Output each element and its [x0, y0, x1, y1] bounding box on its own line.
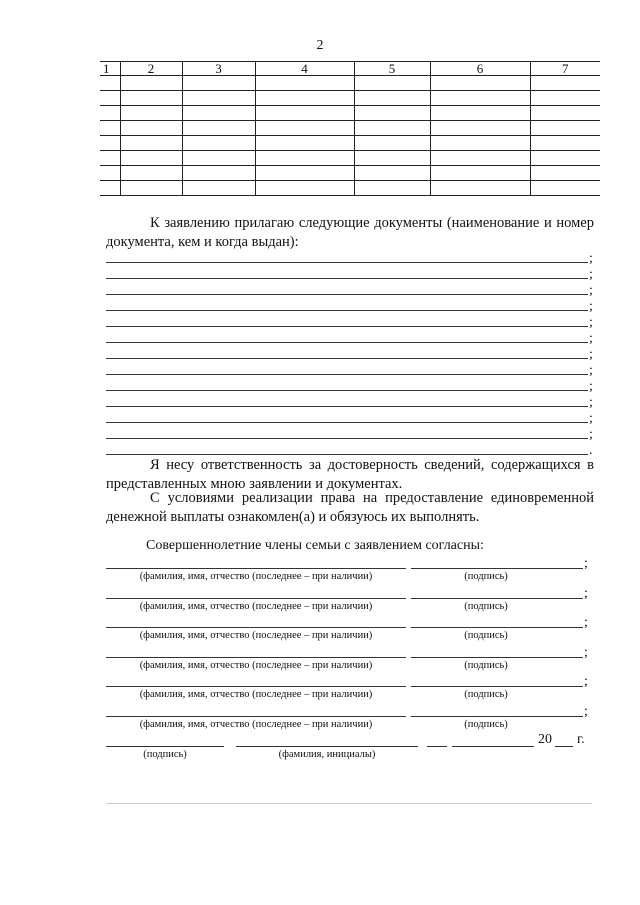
table-header-row: [100, 62, 600, 76]
family-name-line[interactable]: [106, 657, 406, 658]
table-cell[interactable]: [255, 166, 354, 181]
attachment-line[interactable]: [106, 326, 588, 327]
table-cell[interactable]: [182, 76, 255, 91]
table-header-cell: 3: [182, 62, 255, 76]
line-separator: ;: [589, 283, 593, 298]
family-name-line[interactable]: [106, 686, 406, 687]
month-line[interactable]: [452, 746, 534, 747]
family-name-caption: (фамилия, имя, отчество (последнее – при наличии): [139, 600, 373, 612]
family-signature-line[interactable]: [411, 568, 583, 569]
table-cell[interactable]: [182, 151, 255, 166]
table-header-cell: 1: [100, 62, 120, 76]
signature-line[interactable]: [106, 746, 224, 747]
table-cell[interactable]: [530, 166, 600, 181]
table-cell[interactable]: [530, 181, 600, 196]
family-name-line[interactable]: [106, 598, 406, 599]
table-cell[interactable]: [100, 121, 120, 136]
footer-divider: [106, 803, 592, 804]
table-row: [100, 106, 600, 121]
family-signature-line[interactable]: [411, 657, 583, 658]
row-end: ;: [584, 615, 588, 630]
attachments-intro: К заявлению прилагаю следующие документы (наименование и номер документа, кем и когда выдан):: [106, 215, 594, 250]
family-signature-caption: (подпись): [464, 659, 508, 671]
table-row: [100, 166, 600, 181]
family-name-caption: (фамилия, имя, отчество (последнее – при наличии): [139, 689, 373, 700]
table-row: [100, 181, 600, 196]
year-suffix: г.: [577, 732, 585, 747]
table-cell[interactable]: [120, 121, 182, 136]
line-separator: ;: [589, 363, 593, 378]
family-name-line[interactable]: [106, 568, 406, 569]
line-separator: ;: [589, 347, 593, 362]
table-cell[interactable]: [354, 166, 430, 181]
table-cell[interactable]: [430, 136, 530, 151]
line-separator: ;: [589, 395, 593, 410]
table-cell[interactable]: [182, 91, 255, 106]
table-cell[interactable]: [530, 151, 600, 166]
family-signature-caption: (подпись): [464, 689, 508, 700]
attachment-line[interactable]: [106, 438, 588, 439]
table-cell[interactable]: [430, 151, 530, 166]
responsibility-text: Я несу ответственность за достоверность сведений, содержащихся в представленных мною заявлении и документах.: [106, 457, 594, 492]
table-cell[interactable]: [100, 76, 120, 91]
table-row: [100, 151, 600, 166]
table-cell[interactable]: [120, 136, 182, 151]
table-cell[interactable]: [255, 121, 354, 136]
family-signature-caption: (подпись): [464, 630, 508, 641]
attachment-line[interactable]: [106, 342, 588, 343]
line-separator: .: [589, 443, 593, 458]
table-cell[interactable]: [100, 136, 120, 151]
line-separator: ;: [589, 331, 593, 346]
family-signature-line[interactable]: [411, 598, 583, 599]
table-cell[interactable]: [530, 136, 600, 151]
table-cell[interactable]: [530, 76, 600, 91]
table-cell[interactable]: [120, 166, 182, 181]
table-cell[interactable]: [354, 151, 430, 166]
table-cell[interactable]: [100, 166, 120, 181]
table-cell[interactable]: [430, 76, 530, 91]
name-initials-caption: (фамилия, инициалы): [278, 749, 376, 760]
line-separator: ;: [589, 379, 593, 394]
family-consent-title: Совершеннолетние члены семьи с заявлением согласны:: [146, 538, 484, 553]
family-signature-line[interactable]: [411, 686, 583, 687]
attachment-line[interactable]: [106, 310, 588, 311]
table-cell[interactable]: [120, 181, 182, 196]
table-cell[interactable]: [255, 91, 354, 106]
line-separator: ;: [589, 251, 593, 266]
family-name-line[interactable]: [106, 716, 406, 717]
attachment-line[interactable]: [106, 422, 588, 423]
attachment-line[interactable]: [106, 278, 588, 279]
day-line[interactable]: [427, 746, 447, 747]
line-separator: ;: [589, 315, 593, 330]
attachment-line[interactable]: [106, 262, 588, 263]
line-separator: ;: [589, 411, 593, 426]
family-signature-line[interactable]: [411, 716, 583, 717]
table-cell[interactable]: [354, 106, 430, 121]
table-cell[interactable]: [354, 121, 430, 136]
table-row: [100, 136, 600, 151]
table-cell[interactable]: [255, 106, 354, 121]
table-cell[interactable]: [255, 136, 354, 151]
family-signature-caption: (подпись): [464, 571, 508, 582]
applicant-name-line[interactable]: [236, 746, 418, 747]
table-cell[interactable]: [530, 91, 600, 106]
table-cell[interactable]: [182, 106, 255, 121]
signature-caption: (подпись): [143, 749, 187, 760]
table-cell[interactable]: [120, 106, 182, 121]
table-cell[interactable]: [354, 76, 430, 91]
attachment-line[interactable]: [106, 294, 588, 295]
table-header-cell: 6: [430, 62, 530, 76]
table-cell[interactable]: [255, 181, 354, 196]
family-name-caption: (фамилия, имя, отчество (последнее – при наличии): [139, 659, 373, 671]
table-cell[interactable]: [354, 136, 430, 151]
row-end: ;: [584, 644, 588, 660]
table-row: [100, 121, 600, 136]
table-cell[interactable]: [100, 91, 120, 106]
table-row: [100, 91, 600, 106]
table-cell[interactable]: [120, 91, 182, 106]
row-end: ;: [584, 703, 588, 719]
table-cell[interactable]: [354, 91, 430, 106]
table-cell[interactable]: [530, 106, 600, 121]
table-cell[interactable]: [100, 151, 120, 166]
table-cell[interactable]: [354, 181, 430, 196]
year-line[interactable]: [555, 746, 573, 747]
table-cell[interactable]: [182, 121, 255, 136]
table-cell[interactable]: [430, 166, 530, 181]
family-signature-caption: (подпись): [464, 600, 508, 612]
row-end: ;: [584, 556, 588, 571]
table-header-cell: 4: [255, 62, 354, 76]
table-header-cell: 7: [530, 62, 600, 76]
table-cell[interactable]: [100, 106, 120, 121]
table-cell[interactable]: [430, 121, 530, 136]
family-name-caption: (фамилия, имя, отчество (последнее – при наличии): [139, 718, 373, 730]
attachment-line[interactable]: [106, 406, 588, 407]
family-name-caption: (фамилия, имя, отчество (последнее – при наличии): [139, 630, 373, 641]
table-cell[interactable]: [182, 181, 255, 196]
conditions-text: С условиями реализации права на предоставление единовременной денежной выплаты ознакомлен(а) и обязуюсь их выполнять.: [106, 490, 594, 525]
row-end: ;: [584, 585, 588, 601]
table-cell[interactable]: [430, 91, 530, 106]
family-name-line[interactable]: [106, 627, 406, 628]
table-header-cell: 5: [354, 62, 430, 76]
family-signature-line[interactable]: [411, 627, 583, 628]
table-cell[interactable]: [255, 151, 354, 166]
page-number: 2: [316, 38, 324, 53]
data-table: [100, 61, 600, 196]
attachment-line[interactable]: [106, 390, 588, 391]
table-cell[interactable]: [255, 76, 354, 91]
table-cell[interactable]: [530, 121, 600, 136]
line-separator: ;: [589, 299, 593, 314]
table-row: [100, 76, 600, 91]
table-cell[interactable]: [120, 151, 182, 166]
table-cell[interactable]: [120, 76, 182, 91]
table-cell[interactable]: [430, 106, 530, 121]
table-header-cell: 2: [120, 62, 182, 76]
family-name-caption: (фамилия, имя, отчество (последнее – при наличии): [139, 571, 373, 582]
row-end: ;: [584, 674, 588, 689]
table-cell[interactable]: [430, 181, 530, 196]
line-separator: ;: [589, 267, 593, 282]
table-cell[interactable]: [182, 166, 255, 181]
family-signature-caption: (подпись): [464, 718, 508, 730]
line-separator: ;: [589, 427, 593, 442]
year-prefix: 20: [538, 732, 552, 747]
attachment-line[interactable]: [106, 358, 588, 359]
table-cell[interactable]: [182, 136, 255, 151]
attachment-line[interactable]: [106, 374, 588, 375]
table-cell[interactable]: [100, 181, 120, 196]
attachment-line[interactable]: [106, 454, 588, 455]
